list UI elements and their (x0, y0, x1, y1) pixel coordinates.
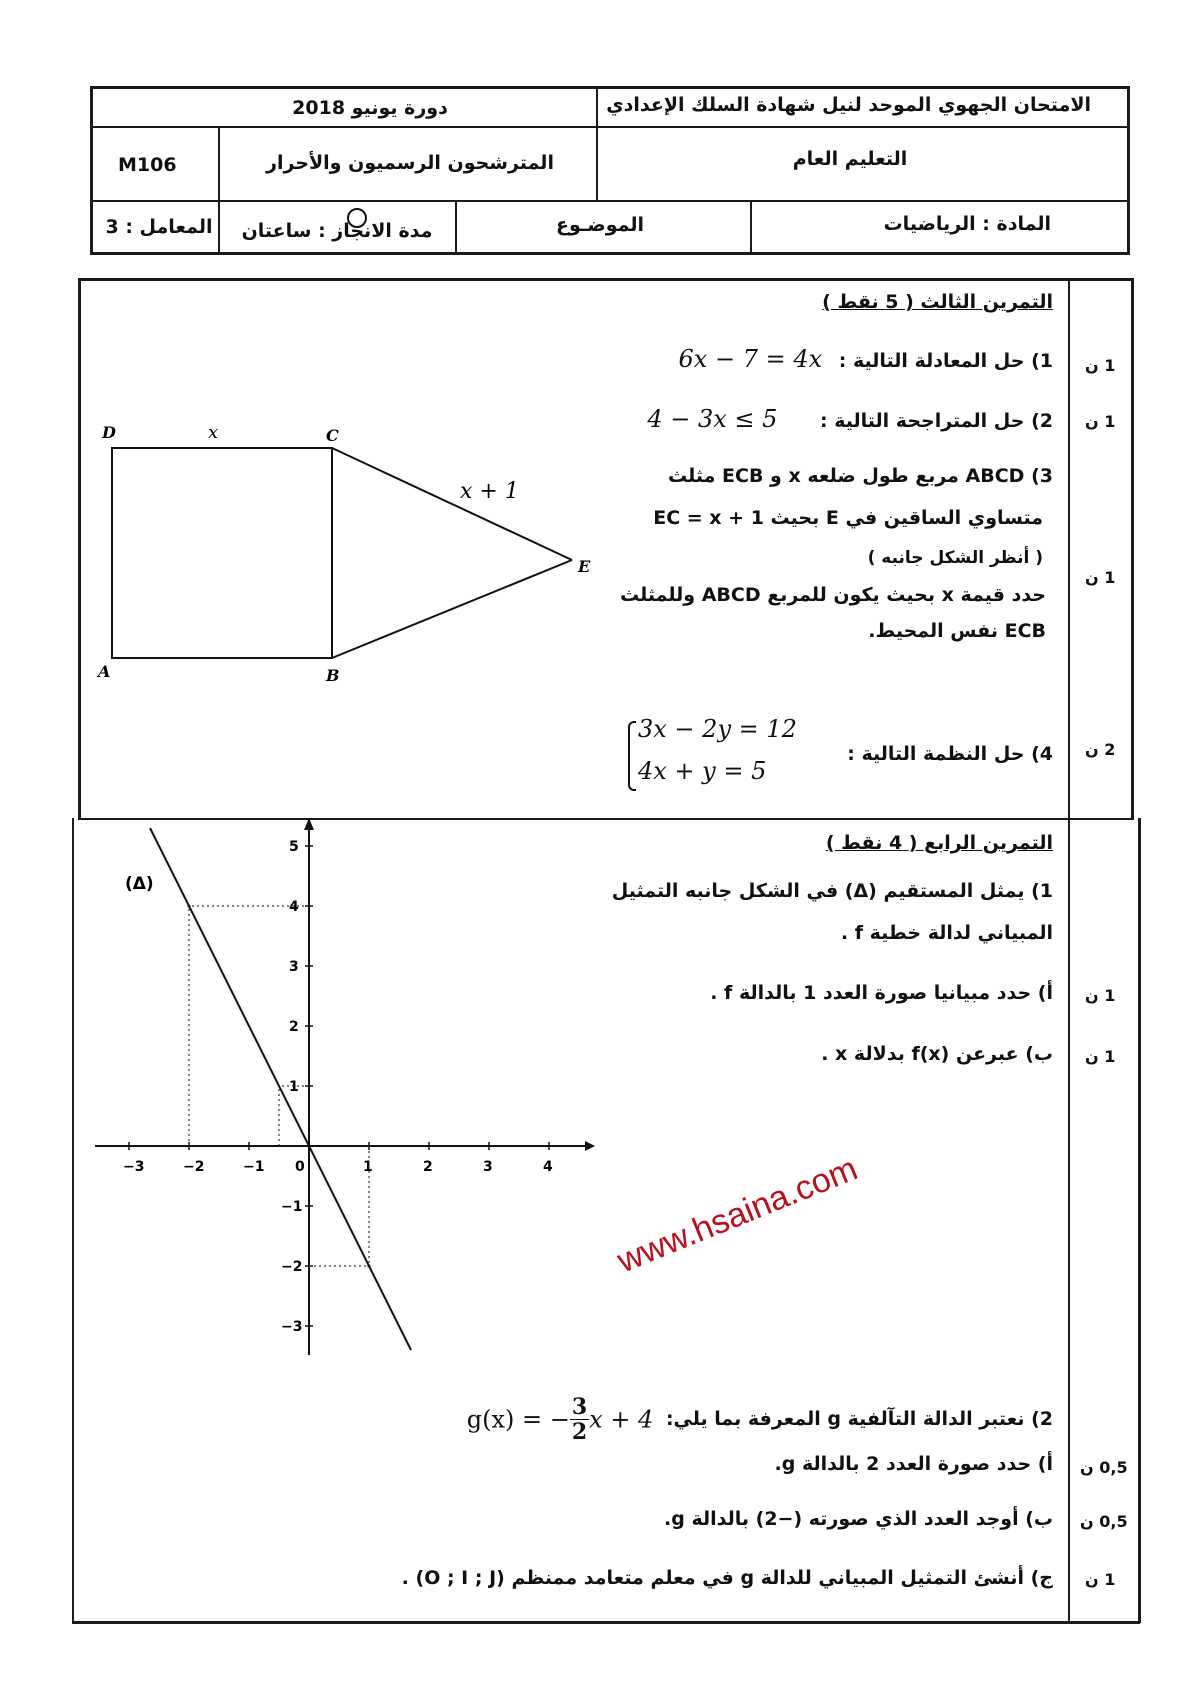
x-tick-label: −3 (123, 1159, 145, 1175)
ex3-q3-line5: ECB نفس المحيط. (868, 620, 1046, 642)
stream: التعليم العام (792, 148, 908, 170)
duration: مدة الانجاز : ساعتان (241, 220, 433, 242)
line-delta-point (188, 905, 191, 908)
session: دورة يونيو 2018 (292, 97, 448, 119)
exercise4-title: التمرين الرابع ( 4 نقط ) (825, 832, 1053, 854)
ex3-q4-text: 4) حل النظمة التالية : (847, 743, 1053, 765)
y-tick-label: 1 (289, 1079, 299, 1095)
exam-code: M106 (118, 154, 177, 176)
ex4-q2-text: 2) نعتبر الدالة التآلفية g المعرفة بما يلي: (665, 1408, 1053, 1430)
label-side-x: x (208, 422, 219, 443)
x-tick-label: −2 (183, 1159, 205, 1175)
g-numerator: 3 (571, 1394, 588, 1420)
ex4-q1-line1: 1) يمثل المستقيم (Δ) في الشكل جانبه التمثيل (611, 880, 1053, 902)
ex4-q1b: ب) عبرعن f(x) بدلالة x . (821, 1043, 1053, 1065)
line-delta-point (368, 1265, 371, 1268)
ex4-q2a-points: 0,5 ن (1080, 1458, 1128, 1477)
ex4-q2c-points: 1 ن (1085, 1570, 1116, 1589)
ex4-q2b: ب) أوجد العدد الذي صورته (−2) بالدالة g. (664, 1508, 1053, 1530)
ex4-q2c: ج) أنشئ التمثيل المبياني للدالة g في معلم متعامد ممنظم (O ; I ; J) . (401, 1567, 1053, 1589)
ex3-q4-points: 2 ن (1085, 740, 1116, 759)
y-tick-label: 3 (289, 959, 299, 975)
coefficient: المعامل : 3 (105, 216, 213, 238)
g-lhs: g(x) = − (466, 1405, 570, 1434)
ex3-q2-points: 1 ن (1085, 412, 1116, 431)
system-eq2: 4x + y = 5 (638, 757, 767, 785)
g-rhs: x + 4 (589, 1405, 654, 1434)
ex4-q2a: أ) حدد صورة العدد 2 بالدالة g. (774, 1453, 1053, 1475)
y-tick-label: 2 (289, 1019, 299, 1035)
candidates: المترشحون الرسميون والأحرار (266, 152, 554, 174)
label-C: C (326, 426, 339, 445)
label-E: E (578, 557, 591, 576)
watermark: www.hsaina.com (612, 1149, 863, 1281)
subject: المادة : الرياضيات (883, 213, 1051, 235)
ex4-q1-line2: المبياني لدالة خطية f . (840, 922, 1053, 944)
ex3-q3-points: 1 ن (1085, 568, 1116, 587)
ex4-q1a: أ) حدد مبيانيا صورة العدد 1 بالدالة f . (710, 982, 1053, 1004)
ex3-q1-text: 1) حل المعادلة التالية : (838, 350, 1053, 372)
x-tick-label: 0 (295, 1159, 305, 1175)
ex4-q2b-points: 0,5 ن (1080, 1512, 1128, 1531)
y-tick-label: 5 (289, 839, 299, 855)
line-delta-label: (Δ) (125, 874, 154, 894)
ex3-q2-text: 2) حل المتراجحة التالية : (820, 410, 1053, 432)
ex3-q3-line2: متساوي الساقين في E بحيث EC = x + 1 (653, 507, 1043, 529)
system-eq1: 3x − 2y = 12 (638, 715, 797, 743)
ex3-q3-line4: حدد قيمة x بحيث يكون للمربع ABCD وللمثلث (620, 584, 1046, 606)
y-axis-arrow (304, 818, 314, 830)
y-tick-label: −2 (281, 1259, 303, 1275)
label-B: B (326, 666, 340, 685)
ex4-q1b-points: 1 ن (1085, 1047, 1116, 1066)
exercise3-title: التمرين الثالث ( 5 نقط ) (822, 291, 1053, 313)
ex4-q1a-points: 1 ن (1085, 986, 1116, 1005)
y-tick-label: −1 (281, 1199, 303, 1215)
exam-title: الامتحان الجهوي الموحد لنيل شهادة السلك الإعدادي (606, 94, 1091, 116)
x-tick-label: −1 (243, 1159, 265, 1175)
ex3-q1-points: 1 ن (1085, 356, 1116, 375)
x-tick-label: 1 (363, 1159, 373, 1175)
x-axis-arrow (585, 1141, 595, 1151)
topic: الموضـوع (555, 214, 645, 236)
ex3-q3-line1: 3) ABCD مربع طول ضلعه x و ECB مثلث (668, 465, 1053, 487)
line-delta-point (308, 1145, 311, 1148)
ex3-q1-math: 6x − 7 = 4x (678, 345, 823, 373)
label-A: A (98, 662, 111, 681)
x-tick-label: 2 (423, 1159, 433, 1175)
y-tick-label: −3 (281, 1319, 303, 1335)
y-tick-label: 4 (289, 899, 299, 915)
x-tick-label: 4 (543, 1159, 553, 1175)
g-denominator: 2 (571, 1419, 588, 1445)
label-side-x-plus-1: x + 1 (460, 479, 519, 504)
ex3-q2-math: 4 − 3x ≤ 5 (647, 405, 778, 433)
label-D: D (102, 423, 116, 442)
x-tick-label: 3 (483, 1159, 493, 1175)
ex3-q3-line3: ( أنظر الشكل جانبه ) (867, 548, 1043, 568)
